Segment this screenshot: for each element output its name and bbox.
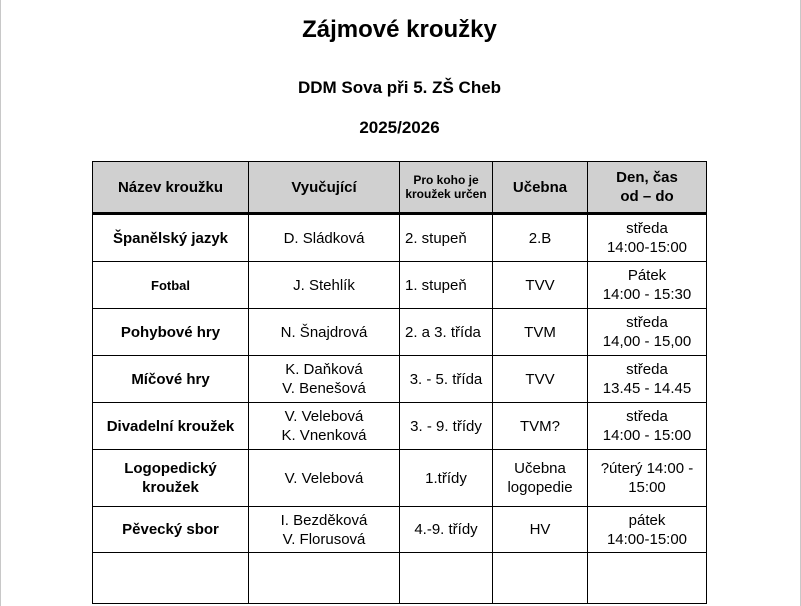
time-day: ?úterý 14:00 - [600,460,694,477]
time-day: středa [626,408,668,425]
time-range: 13.45 - 14.45 [602,380,692,397]
teacher-line: V. Florusová [282,530,366,548]
club-name: Pohybové hry [93,309,249,356]
club-time [588,262,707,309]
teacher-line: N. Šnajdrová [280,323,368,341]
room-line: TVV [525,370,555,388]
club-teacher [249,309,400,356]
club-teacher [249,356,400,403]
empty-cell [93,553,249,604]
club-name: Divadelní kroužek [93,403,249,450]
club-name [93,450,249,507]
club-room [493,450,588,507]
document-title: Zájmové kroužky [302,16,497,43]
club-time [588,309,707,356]
club-teacher [249,507,400,553]
teacher-line: K. Daňková [285,361,363,378]
club-target: 2. a 3. třída [400,309,493,356]
club-name: Fotbal [93,262,249,309]
header-time [588,162,707,214]
club-teacher [249,214,400,262]
room-line: HV [529,521,551,538]
empty-cell [493,553,588,604]
club-room [493,309,588,356]
time-range: 15:00 [628,479,666,496]
empty-cell [588,553,707,604]
teacher-line: V. Velebová [284,469,364,487]
club-target: 3. - 5. třída [400,356,493,403]
club-name: Španělský jazyk [93,214,249,262]
club-target: 1. stupeň [400,262,493,309]
table-row [93,403,707,450]
header-room: Učebna [493,162,588,214]
table-row-empty [93,553,707,604]
room-line: TVM [524,323,556,341]
table-row [93,450,707,507]
club-time [588,507,707,553]
teacher-line: J. Stehlík [293,276,355,294]
club-room [493,262,588,309]
document-subtitle: DDM Sova při 5. ZŠ Cheb [297,78,502,97]
teacher-line: V. Benešová [282,380,366,397]
club-teacher [249,403,400,450]
table-row [93,356,707,403]
header-time-line2: od – do [620,188,674,205]
club-target: 4.-9. třídy [400,507,493,553]
club-name-line: Logopedický [124,460,217,477]
time-range: 14:00 - 15:30 [602,286,692,303]
club-time [588,214,707,262]
time-range: 14:00 - 15:00 [602,427,692,444]
teacher-line: K. Vnenková [281,427,367,444]
club-name-line: kroužek [142,479,199,496]
time-day: středa [626,220,668,237]
club-room [493,356,588,403]
time-day: středa [626,361,668,378]
club-time [588,356,707,403]
club-teacher [249,450,400,507]
club-target: 1.třídy [400,450,493,507]
time-day: pátek [628,511,666,529]
time-day: Pátek [627,267,667,284]
teacher-line: D. Sládková [283,229,365,247]
school-year: 2025/2026 [359,118,440,137]
empty-cell [400,553,493,604]
room-line: logopedie [507,479,573,496]
teacher-line: V. Velebová [284,408,364,425]
time-day: středa [626,314,668,331]
room-line: Učebna [514,460,566,477]
teacher-line: I. Bezděková [280,511,368,529]
header-target: Pro koho je kroužek určen [400,162,493,214]
club-room [493,214,588,262]
club-name: Pěvecký sbor [93,507,249,553]
club-target: 3. - 9. třídy [400,403,493,450]
table-row [93,309,707,356]
club-name: Míčové hry [93,356,249,403]
club-room [493,507,588,553]
table-row [93,262,707,309]
table-header-row [93,162,707,214]
club-teacher [249,262,400,309]
time-range: 14,00 - 15,00 [602,333,692,350]
header-name: Název kroužku [93,162,249,214]
time-range: 14:00-15:00 [606,239,688,256]
room-line: TVM? [519,417,560,435]
club-time [588,403,707,450]
table-row [93,214,707,262]
header-time-line1: Den, čas [616,169,678,186]
room-line: 2.B [528,229,552,247]
clubs-table [92,161,707,604]
club-target: 2. stupeň [400,214,493,262]
table-row [93,507,707,553]
club-room [493,403,588,450]
time-range: 14:00-15:00 [606,530,688,548]
room-line: TVV [525,276,555,294]
header-teacher: Vyučující [249,162,400,214]
empty-cell [249,553,400,604]
club-time [588,450,707,507]
